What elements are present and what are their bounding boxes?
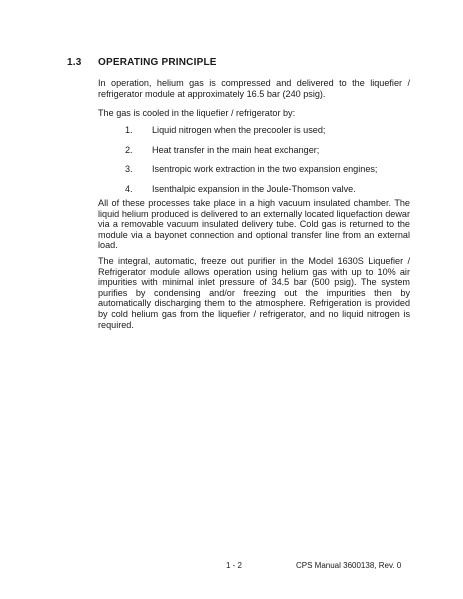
section-title: OPERATING PRINCIPLE	[98, 57, 217, 68]
section-number: 1.3	[67, 57, 82, 68]
list-item-number: 4.	[125, 183, 133, 194]
paragraph-intro: In operation, helium gas is compressed and delivered to the liquefier / refrigerator module at approximately 16.5 bar (240 psig).	[98, 78, 410, 99]
list-item	[98, 125, 418, 145]
list-item-text: Isentropic work extraction in the two expansion engines;	[152, 164, 378, 175]
list-item-text: Liquid nitrogen when the precooler is used;	[152, 125, 326, 135]
paragraph-cooling-lead: The gas is cooled in the liquefier / refrigerator by:	[98, 108, 296, 118]
paragraph-purifier: The integral, automatic, freeze out purifier in the Model 1630S Liquefier / Refrigerator module allows operation using helium gas with up to 10% air impurities with minimal inlet pressure of 34.5 bar (500 psig). The system purifies by condensing and/or freezing out the impurities then by automatically discharging them to the atmosphere. Refrigeration is provided by cold helium gas from the liquefier / refrigerator, and no liquid nitrogen is required.	[98, 256, 410, 330]
cooling-steps-list	[98, 125, 418, 203]
list-item-text: Heat transfer in the main heat exchanger;	[152, 144, 320, 155]
list-item-text: Isenthalpic expansion in the Joule-Thomson valve.	[152, 183, 356, 194]
list-item-number: 2.	[125, 144, 133, 155]
list-item-number: 1.	[125, 125, 133, 135]
list-item	[98, 145, 418, 165]
list-item	[98, 164, 418, 184]
footer-page-number: 1 - 2	[226, 561, 243, 570]
footer-document-id: CPS Manual 3600138, Rev. 0	[296, 561, 402, 570]
list-item-number: 3.	[125, 164, 133, 175]
paragraph-processes: All of these processes take place in a high vacuum insulated chamber. The liquid helium produced is delivered to an externally located liquefaction dewar via a removable vacuum insulated delivery tube. Cold gas is returned to the module via a bayonet connection and optional transfer line from an external load.	[98, 198, 410, 251]
